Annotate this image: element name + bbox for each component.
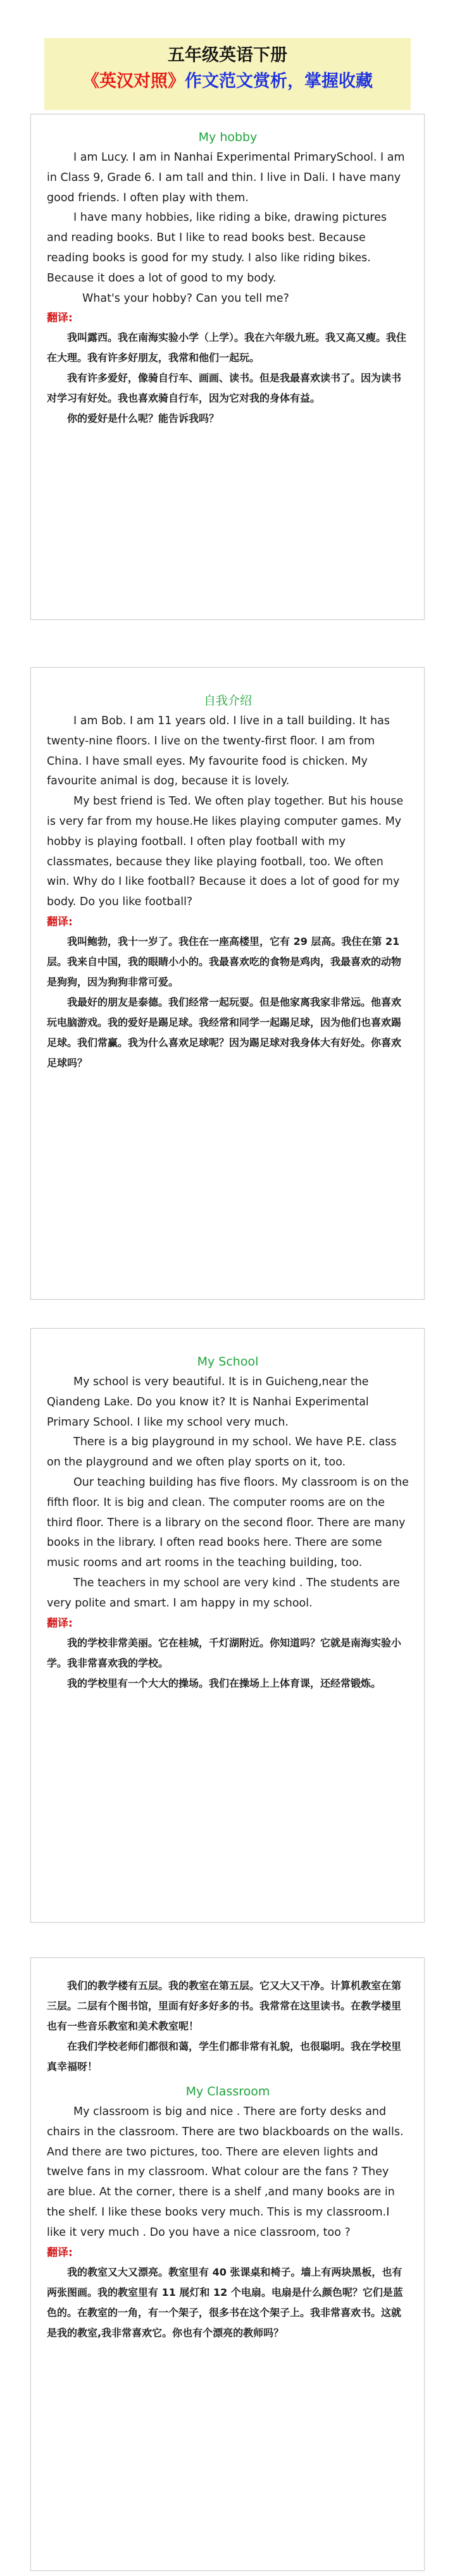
translation-label: 翻译: (47, 312, 73, 325)
page-subtitle (44, 68, 411, 95)
grade-title: 五年级英语下册 (168, 46, 287, 65)
essay-title: My Classroom (185, 2085, 270, 2098)
essay-card-self-introduction (30, 667, 425, 1300)
translation-label: 翻译: (47, 2246, 73, 2259)
english-paragraph: My best friend is Ted. We often play together. But his house is very far from my house.He likes playing computer games. My hobby is playing football. I often play football with my classmates, because they like playing football, too. We often win. Why do I like football? Because it does a lot of good for my body. Do you like football? (47, 795, 404, 909)
essay-title: 自我介绍 (203, 694, 252, 708)
english-paragraph: The teachers in my school are very kind . The students are very polite and smart. I am happy in my school. (47, 1576, 400, 1610)
chinese-paragraph: 我的教室又大又漂亮。教室里有 40 张课桌和椅子。墙上有两块黑板，也有两张图画。我的教室里有 11 展灯和 12 个电扇。电扇是什么颜色呢？它们是蓝色的。在教室的一角，有一个架子，很多书在这个架子上。我非常喜欢书。这就是我的教室,我非常喜欢它。你也有个漂亮的教师吗？ (47, 2265, 403, 2339)
chinese-paragraph: 我的学校里有一个大大的操场。我们在操场上上体育课，还经常锻炼。 (67, 1677, 382, 1689)
translation-label: 翻译: (47, 915, 73, 928)
page-header (44, 38, 411, 110)
english-paragraph: What's your hobby? Can you tell me? (82, 292, 289, 305)
chinese-paragraph: 在我们学校老师们都很和蔼，学生们都非常有礼貌，也很聪明。我在学校里真幸福呀！ (47, 2040, 402, 2073)
english-paragraph: There is a big playground in my school. We have P.E. class on the playground and we often play sports on it, too. (47, 1436, 397, 1469)
chinese-paragraph: 我叫露西。我在南海实验小学（上学）。我在六年级九班。我又高又瘦。我住在大理。我有许多好朋友，我常和他们一起玩。 (47, 331, 407, 364)
english-paragraph: I am Lucy. I am in Nanhai Experimental PrimarySchool. I am in Class 9, Grade 6. I am tall and thin. I live in Dali. I have many good friends. I often play with them. (47, 151, 405, 204)
chinese-paragraph: 我们的教学楼有五层。我的教室在第五层。它又大又干净。计算机教室在第三层。二层有个图书馆，里面有好多好多的书。我常常在这里读书。在教学楼里也有一些音乐教室和美术教室呢！ (47, 1980, 402, 2032)
chinese-paragraph: 我最好的朋友是泰德。我们经常一起玩耍。但是他家离我家非常远。他喜欢玩电脑游戏。我的爱好是踢足球。我经常和同学一起踢足球，因为他们也喜欢踢足球。我们常赢。我为什么喜欢足球呢？因为踢足球对我身体大有好处。你喜欢足球吗？ (47, 995, 402, 1069)
english-paragraph: Our teaching building has five floors. My classroom is on the fifth floor. It is big and clean. The computer rooms are on the third floor. There is a library on the second floor. There are many books in the library. I often read books here. There are some music rooms and art rooms in the teaching building, too. (47, 1476, 409, 1570)
essay-card-my-classroom (30, 1957, 425, 2571)
essay-title: My School (197, 1355, 259, 1369)
chinese-paragraph: 我有许多爱好，像骑自行车、画画、读书。但是我最喜欢读书了。因为读书对学习有好处。我也喜欢骑自行车，因为它对我的身体有益。 (47, 372, 402, 405)
essay-card-my-hobby (30, 114, 425, 620)
essay-title: My hobby (198, 130, 258, 144)
subtitle-tagline: 作文范文赏析，掌握收藏 (185, 71, 373, 91)
chinese-paragraph: 我叫鲍勃，我十一岁了。我住在一座高楼里，它有 29 层高。我住在第 21 层。我来自中国，我的眼睛小小的。我最喜欢吃的食物是鸡肉，我最喜欢的动物是狗狗，因为狗狗非常可爱。 (47, 935, 402, 988)
translation-label: 翻译: (47, 1617, 73, 1630)
english-paragraph: My school is very beautiful. It is in Guicheng,near the Qiandeng Lake. Do you know it? It is Nanhai Experimental Primary School. I like my school very much. (47, 1376, 369, 1429)
chinese-paragraph: 我的学校非常美丽。它在桂城，千灯湖附近。你知道吗？它就是南海实验小学。我非常喜欢我的学校。 (47, 1636, 402, 1669)
english-paragraph: I am Bob. I am 11 years old. I live in a tall building. It has twenty-nine floors. I live on the twenty-first floor. I am from China. I have small eyes. My favourite food is chicken. My favourite animal is dog, because it is lovely. (47, 715, 390, 788)
essay-card-my-school (30, 1328, 425, 1923)
english-paragraph: I have many hobbies, like riding a bike, drawing pictures and reading books. But I like to read books best. Because reading books is good for my study. I also like riding bikes. Because it does a lot of good to my body. (47, 211, 387, 285)
english-paragraph: My classroom is big and nice . There are forty desks and chairs in the classroom. There are two blackboards on the walls. And there are two pictures, too. There are eleven lights and twelve fans in my classroom. What colour are the fans ? They are blue. At the corner, there is a shelf ,and many books are in the shelf. I like these books very much. This is my classroom.I like it very much . Do you have a nice classroom, too ? (47, 2105, 404, 2239)
subtitle-bilingual: 《英汉对照》 (82, 71, 185, 91)
chinese-paragraph: 你的爱好是什么呢？能告诉我吗？ (67, 412, 220, 425)
